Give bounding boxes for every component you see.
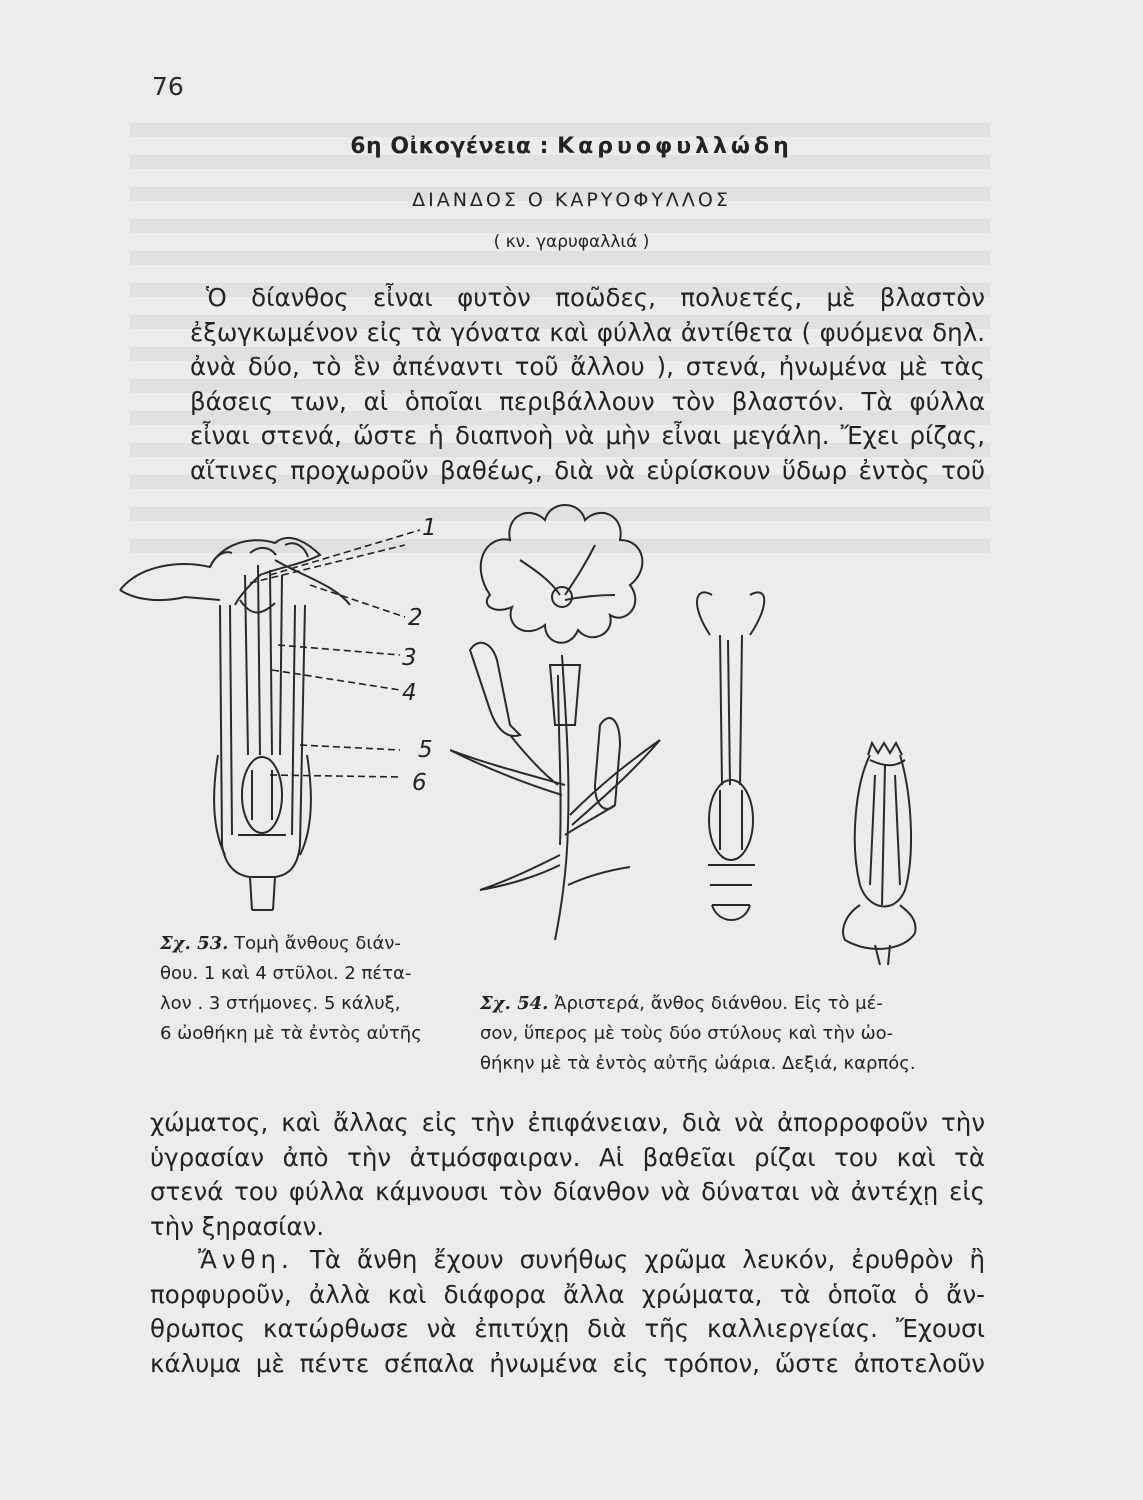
- caption-line: [160, 929, 450, 959]
- text-line: ἀνὰ δύο, τὸ ἓν ἀπέναντι τοῦ ἄλλου ), στενά, ἠνωμένα μὲ τὰς: [190, 352, 985, 381]
- figure-53-flower-section: [100, 505, 460, 930]
- text-line: βάσεις των, αἱ ὁποῖαι περιβάλλουν τὸν βλαστόν. Τὰ φύλλα: [190, 386, 985, 416]
- caption-line: θου. 1 καὶ 4 στῦλοι. 2 πέτα-: [160, 963, 412, 984]
- text-line: ἐξωγκωμένον εἰς τὰ γόνατα καὶ φύλλα ἀντίθετα ( φυόμενα δηλ.: [190, 317, 985, 347]
- text-fragment: Τὰ ἄνθη ἔχουν συνήθως χρῶμα λευκόν, ἐρυθρὸν ἢ: [309, 1245, 985, 1274]
- section-heading-flowers: Ἄνθη.: [198, 1245, 294, 1274]
- figure-53-caption: [160, 929, 450, 1049]
- flowers-paragraph: [150, 1243, 985, 1381]
- caption-text: Ἀριστερά, ἄνθος διάνθου. Εἰς τὸ μέ-: [554, 993, 883, 1014]
- species-title: ΔΙΑΝΔΟΣ Ο ΚΑΡΥΟΦΥΛΛΟΣ: [412, 189, 731, 211]
- figure53-label: 1: [422, 515, 437, 541]
- text-line: ὑγρασίαν ἀπὸ τὴν ἀτμόσφαιραν. Αἱ βαθεῖαι ρίζαι του καὶ τὰ: [150, 1142, 985, 1172]
- continuation-paragraph: [150, 1106, 985, 1244]
- intro-paragraph: [190, 281, 985, 488]
- caption-label: Σχ. 54.: [480, 993, 549, 1014]
- text-line: χώματος, καὶ ἄλλας εἰς τὴν ἐπιφάνειαν, διὰ νὰ ἀπορροφοῦν τὴν: [150, 1108, 985, 1137]
- caption-line: σον, ὕπερος μὲ τοὺς δύο στύλους καὶ τὴν ὠο-: [480, 1023, 894, 1044]
- caption-line: [480, 989, 980, 1019]
- common-name: ( κν. γαρυφαλλιά ): [493, 232, 650, 252]
- figure53-label: 6: [412, 770, 427, 796]
- text-line: [150, 1243, 985, 1278]
- family-title-label: 6η Οἰκογένεια :: [350, 134, 549, 159]
- figure-54-caption: [480, 989, 980, 1079]
- text-line: κάλυμα μὲ πέντε σέπαλα ἠνωμένα εἰς τρόπον, ὥστε ἀποτελοῦν: [150, 1348, 985, 1378]
- text-line: στενά του φύλλα κάμνουσι τὸν δίανθον νὰ δύναται νὰ ἀντέχῃ εἰς: [150, 1177, 985, 1206]
- caption-line: 6 ὠοθήκη μὲ τὰ ἐντὸς αὐτῆς: [160, 1023, 422, 1044]
- text-line: θρωπος κατώρθωσε νὰ ἐπιτύχῃ διὰ τῆς καλλιεργείας. Ἔχουσι: [150, 1314, 985, 1343]
- figure53-label: 5: [418, 737, 433, 763]
- figure-54-plant-pistil-fruit: [450, 485, 990, 975]
- page-number: 76: [152, 72, 184, 101]
- figure53-label: 2: [408, 605, 423, 631]
- text-line: τὴν ξηρασίαν.: [150, 1211, 325, 1241]
- text-line: πορφυροῦν, ἀλλὰ καὶ διάφορα ἄλλα χρώματα, τὰ ὁποῖα ὁ ἄν-: [150, 1279, 985, 1309]
- family-name: Καρυοφυλλώδη: [557, 134, 793, 159]
- caption-line: λον . 3 στήμονες. 5 κάλυξ,: [160, 993, 401, 1014]
- figure53-label: 4: [402, 680, 417, 706]
- caption-text: Τομὴ ἄνθους διάν-: [234, 933, 401, 954]
- text-line: αἵτινες προχωροῦν βαθέως, διὰ νὰ εὑρίσκουν ὕδωρ ἐντὸς τοῦ: [190, 455, 985, 485]
- text-line: Ὁ δίανθος εἶναι φυτὸν ποῶδες, πολυετές, μὲ βλαστὸν: [206, 283, 985, 312]
- family-title: [0, 134, 1143, 159]
- text-line: εἶναι στενά, ὥστε ἡ διαπνοὴ νὰ μὴν εἶναι μεγάλη. Ἔχει ρίζας,: [190, 421, 985, 450]
- caption-line: θήκην μὲ τὰ ἐντὸς αὐτῆς ὠάρια. Δεξιά, καρπός.: [480, 1053, 916, 1074]
- figure53-label: 3: [402, 645, 417, 671]
- caption-label: Σχ. 53.: [160, 933, 229, 954]
